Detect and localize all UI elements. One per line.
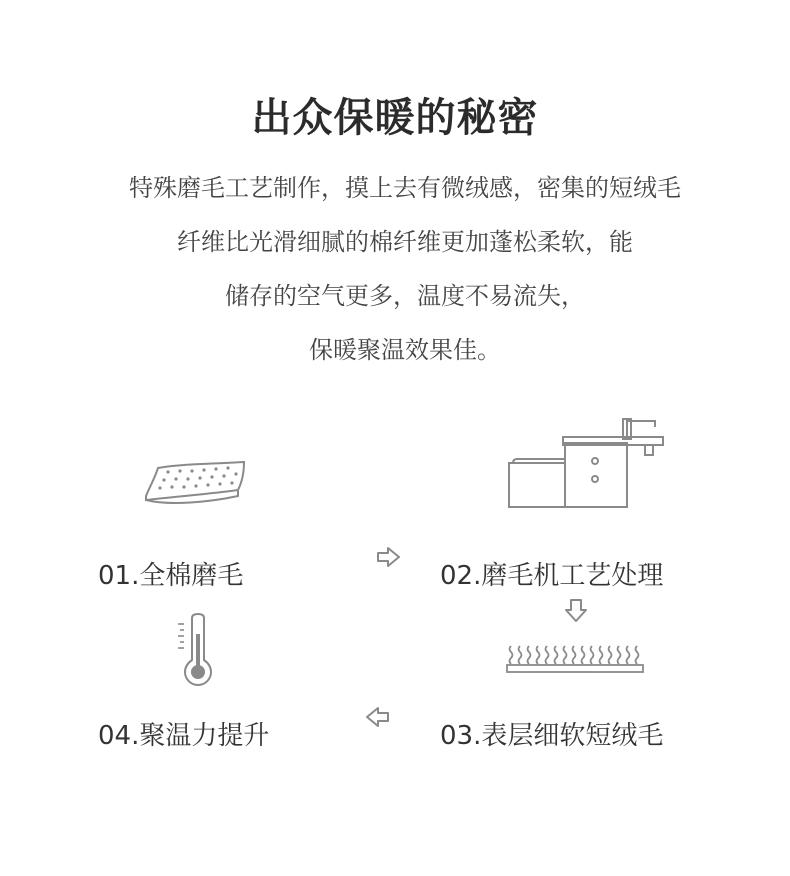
arrow-down-icon [564, 598, 588, 624]
step-1-label: 01.全棉磨毛 [98, 561, 244, 591]
step-4-label: 04.聚温力提升 [98, 721, 270, 751]
thermometer-icon [176, 612, 216, 686]
page-title: 出众保暖的秘密 [251, 95, 539, 141]
short-fleece-icon [505, 644, 645, 676]
cotton-fabric-icon [140, 456, 252, 508]
arrow-left-icon [364, 706, 390, 728]
description-line-3: 储存的空气更多，温度不易流失， [225, 282, 585, 310]
description-line-4: 保暖聚温效果佳。 [309, 336, 501, 364]
description-line-1: 特殊磨毛工艺制作，摸上去有微绒感，密集的短绒毛 [129, 174, 681, 202]
brushing-machine-icon [505, 415, 670, 511]
arrow-right-icon [376, 546, 402, 568]
step-2-label: 02.磨毛机工艺处理 [440, 561, 664, 591]
description-line-2: 纤维比光滑细腻的棉纤维更加蓬松柔软，能 [177, 228, 633, 256]
step-3-label: 03.表层细软短绒毛 [440, 721, 664, 751]
